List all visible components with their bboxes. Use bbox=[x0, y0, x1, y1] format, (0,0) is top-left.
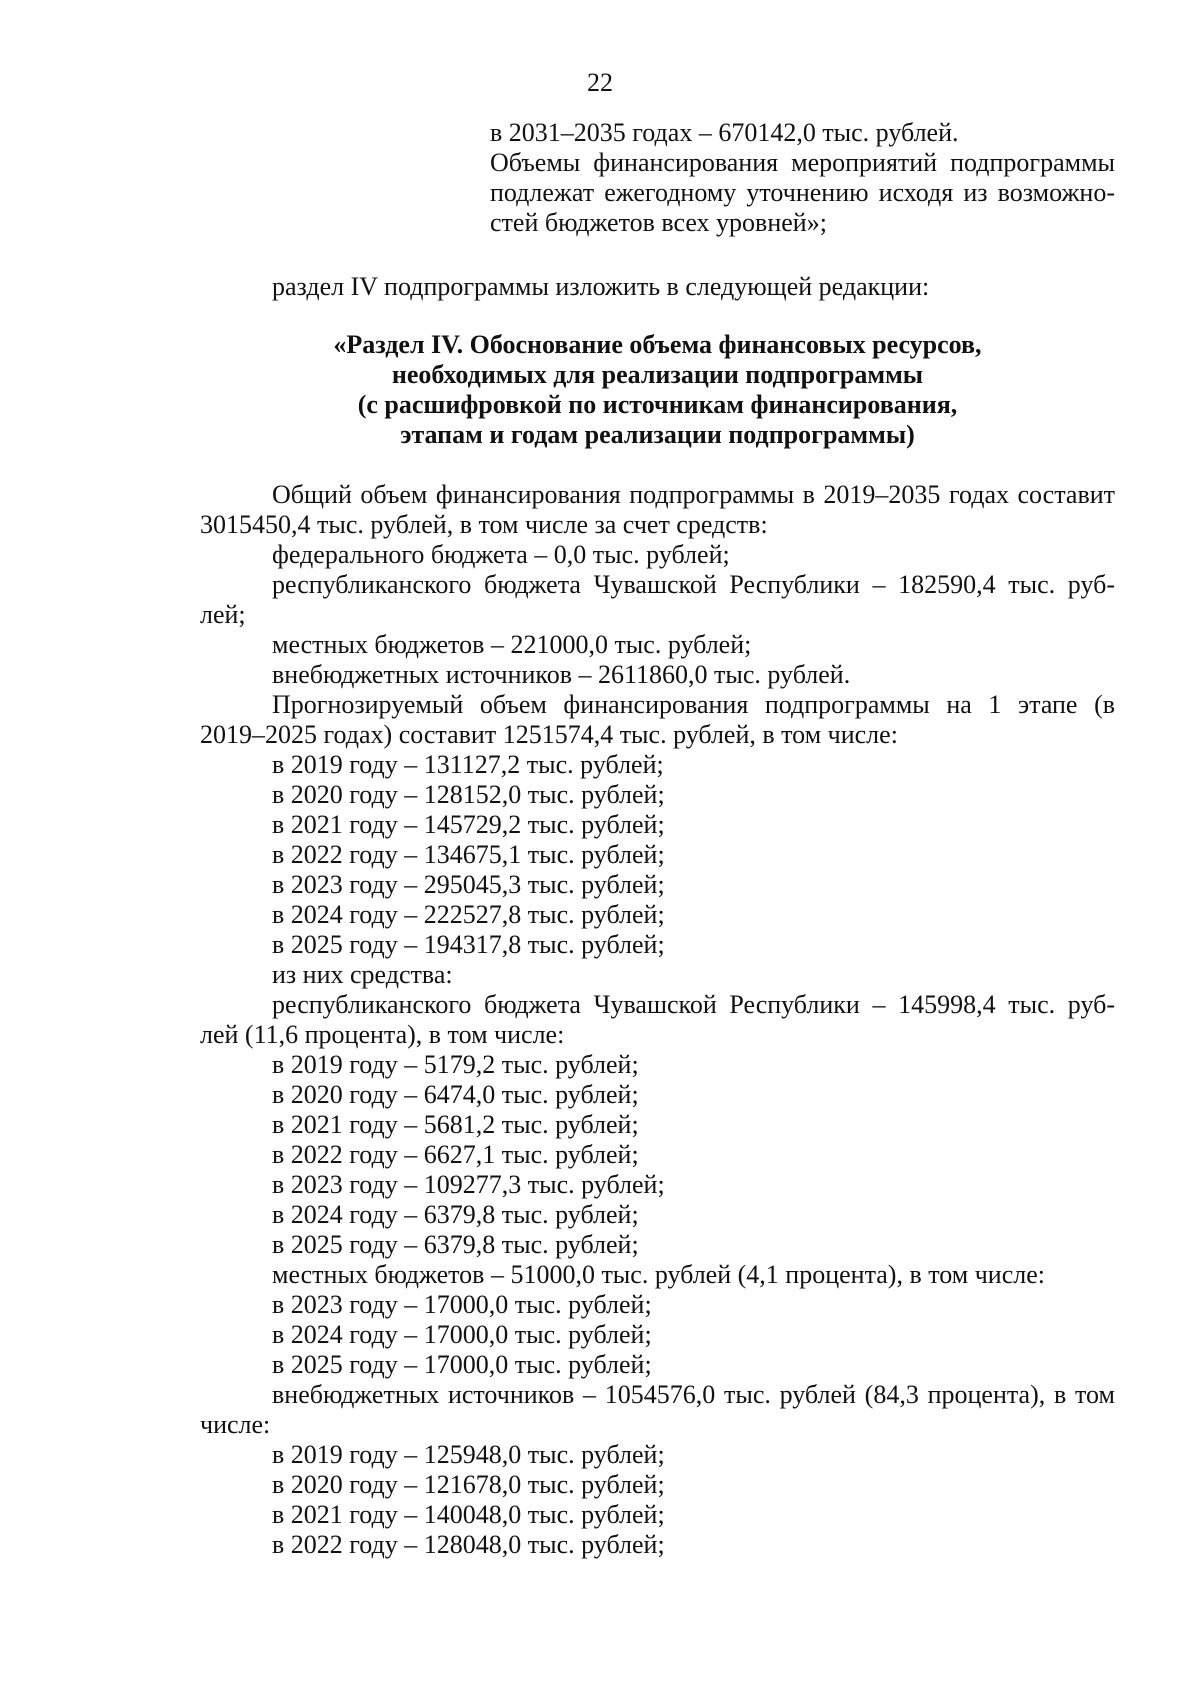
text-line: республиканского бюджета Чувашской Республики – 145998,4 тыс. руб- bbox=[272, 990, 1115, 1019]
text-line: республиканского бюджета Чувашской Республики – 182590,4 тыс. руб- bbox=[272, 570, 1115, 599]
list-item: в 2022 году – 134675,1 тыс. рублей; bbox=[272, 840, 665, 869]
text-line: лей (11,6 процента), в том числе: bbox=[200, 1020, 565, 1049]
list-item: в 2023 году – 295045,3 тыс. рублей; bbox=[272, 870, 665, 899]
list-item: в 2025 году – 6379,8 тыс. рублей; bbox=[272, 1230, 639, 1259]
list-item: в 2023 году – 109277,3 тыс. рублей; bbox=[272, 1170, 665, 1199]
text-line: лей; bbox=[200, 600, 246, 629]
text-line: Общий объем финансирования подпрограммы в 2019–2035 годах составит bbox=[272, 480, 1115, 509]
continuation-block bbox=[490, 118, 1115, 238]
intro-paragraph: раздел IV подпрограммы изложить в следующей редакции: bbox=[272, 272, 930, 301]
text-line: подлежат ежегодному уточнению исходя из возможно- bbox=[490, 178, 1115, 207]
list-item: в 2019 году – 5179,2 тыс. рублей; bbox=[272, 1050, 639, 1079]
heading-line: (с расшифровкой по источникам финансирования, bbox=[357, 390, 958, 419]
list-item: в 2024 году – 6379,8 тыс. рублей; bbox=[272, 1200, 639, 1229]
text-line: в 2031–2035 годах – 670142,0 тыс. рублей. bbox=[490, 118, 959, 147]
body-text bbox=[200, 480, 1115, 1560]
text-line: из них средства: bbox=[272, 960, 453, 989]
text-line: 3015450,4 тыс. рублей, в том числе за счет средств: bbox=[200, 510, 768, 539]
text-line: местных бюджетов – 51000,0 тыс. рублей (4,1 процента), в том числе: bbox=[272, 1260, 1045, 1289]
text-line: Объемы финансирования мероприятий подпрограммы bbox=[490, 148, 1115, 177]
section-heading bbox=[200, 330, 1115, 450]
list-item: в 2021 году – 5681,2 тыс. рублей; bbox=[272, 1110, 639, 1139]
text-line: местных бюджетов – 221000,0 тыс. рублей; bbox=[272, 630, 752, 659]
heading-line: этапам и годам реализации подпрограммы) bbox=[400, 420, 915, 449]
text-line: внебюджетных источников – 2611860,0 тыс. рублей. bbox=[272, 660, 851, 689]
list-item: в 2025 году – 17000,0 тыс. рублей; bbox=[272, 1350, 652, 1379]
list-item: в 2024 году – 222527,8 тыс. рублей; bbox=[272, 900, 665, 929]
list-item: в 2019 году – 131127,2 тыс. рублей; bbox=[272, 750, 664, 779]
list-item: в 2024 году – 17000,0 тыс. рублей; bbox=[272, 1320, 652, 1349]
list-item: в 2020 году – 128152,0 тыс. рублей; bbox=[272, 780, 665, 809]
text-line: внебюджетных источников – 1054576,0 тыс. рублей (84,3 процента), в том bbox=[272, 1380, 1115, 1409]
heading-line: необходимых для реализации подпрограммы bbox=[391, 360, 924, 389]
list-item: в 2022 году – 6627,1 тыс. рублей; bbox=[272, 1140, 639, 1169]
page-number: 22 bbox=[587, 68, 613, 97]
text-line: стей бюджетов всех уровней»; bbox=[490, 208, 827, 237]
heading-line: «Раздел IV. Обоснование объема финансовых ресурсов, bbox=[333, 330, 982, 359]
list-item: в 2021 году – 140048,0 тыс. рублей; bbox=[272, 1500, 665, 1529]
text-line: Прогнозируемый объем финансирования подпрограммы на 1 этапе (в bbox=[272, 690, 1115, 719]
list-item: в 2020 году – 6474,0 тыс. рублей; bbox=[272, 1080, 639, 1109]
list-item: в 2025 году – 194317,8 тыс. рублей; bbox=[272, 930, 665, 959]
list-item: в 2023 году – 17000,0 тыс. рублей; bbox=[272, 1290, 652, 1319]
text-line: 2019–2025 годах) составит 1251574,4 тыс. рублей, в том числе: bbox=[200, 720, 898, 749]
text-line: федерального бюджета – 0,0 тыс. рублей; bbox=[272, 540, 730, 569]
text-line: числе: bbox=[200, 1410, 271, 1439]
list-item: в 2021 году – 145729,2 тыс. рублей; bbox=[272, 810, 665, 839]
list-item: в 2022 году – 128048,0 тыс. рублей; bbox=[272, 1530, 665, 1559]
list-item: в 2020 году – 121678,0 тыс. рублей; bbox=[272, 1470, 665, 1499]
list-item: в 2019 году – 125948,0 тыс. рублей; bbox=[272, 1440, 665, 1469]
